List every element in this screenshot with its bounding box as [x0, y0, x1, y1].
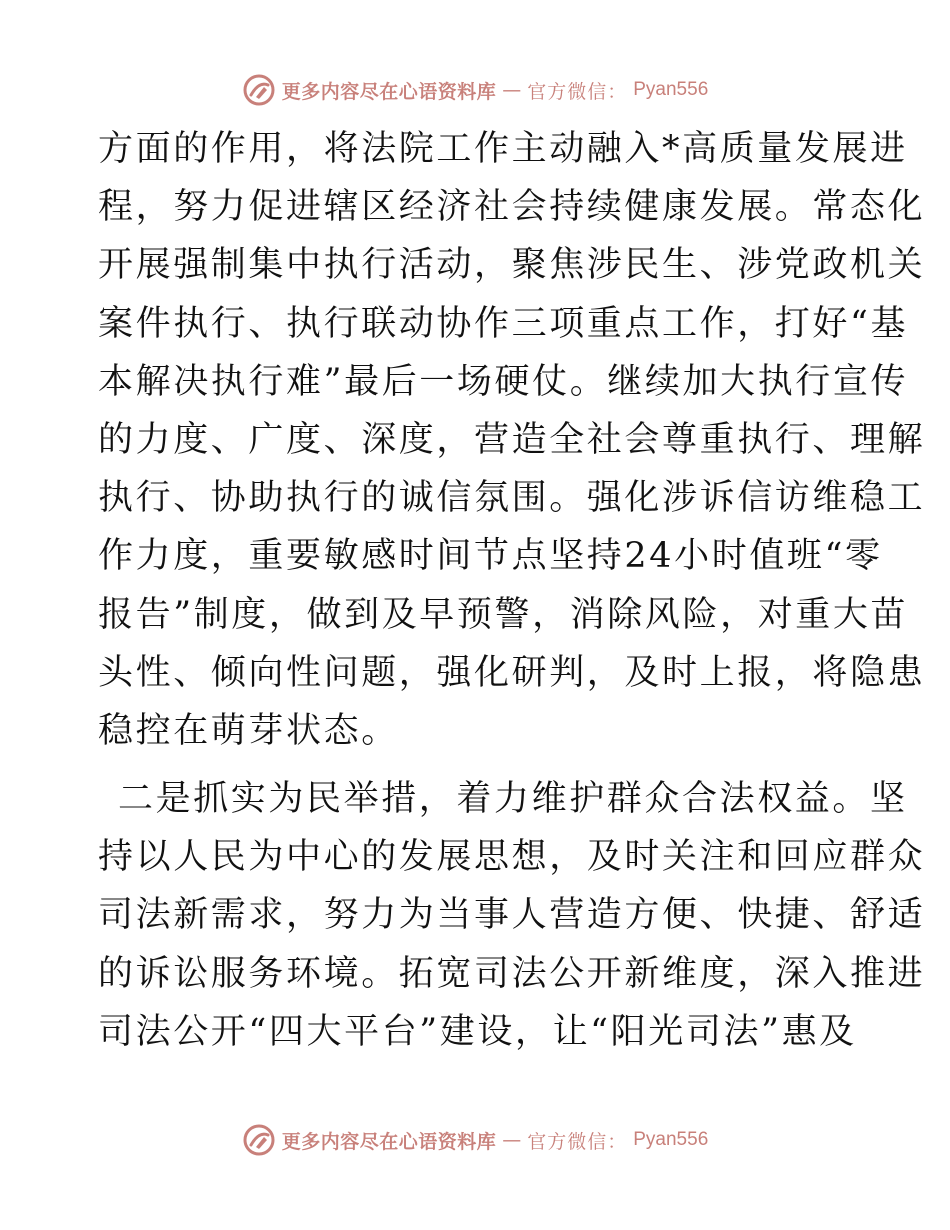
watermark-dash: —: [502, 79, 522, 101]
document-body: [98, 120, 926, 1061]
header-watermark: [0, 68, 950, 112]
text-line: 稳控在萌芽状态。: [98, 710, 399, 751]
text-line: 作力度，重要敏感时间节点坚持24小时值班“零: [98, 536, 883, 577]
brand-logo-icon: [242, 73, 276, 107]
text-line: 的诉讼服务环境。拓宽司法公开新维度，深入推进: [98, 953, 926, 994]
text-line: 本解决执行难”最后一场硬仗。继续加大执行宣传: [98, 361, 909, 402]
watermark-official-label: 官方微信：: [527, 80, 628, 103]
watermark-dash: —: [502, 1129, 522, 1151]
paragraph-2: [98, 770, 926, 1061]
watermark-brand-text: 更多内容尽在心语资料库: [281, 1130, 497, 1153]
text-line: 头性、倾向性问题，强化研判，及时上报，将隐患: [98, 652, 926, 693]
brand-logo-icon: [242, 1123, 276, 1157]
text-line: 案件执行、执行联动协作三项重点工作，打好“基: [98, 303, 909, 344]
text-line: 程，努力促进辖区经济社会持续健康发展。常态化: [98, 187, 926, 228]
text-line: 持以人民为中心的发展思想，及时关注和回应群众: [98, 837, 926, 878]
watermark-official-label: 官方微信：: [527, 1130, 628, 1153]
paragraph-1: [98, 120, 926, 760]
paragraph-gap: [98, 760, 858, 770]
text-line: 司法新需求，努力为当事人营造方便、快捷、舒适: [98, 895, 926, 936]
footer-watermark: [0, 1118, 950, 1162]
text-line: 执行、协助执行的诚信氛围。强化涉诉信访维稳工: [98, 478, 926, 519]
watermark-wechat-id: Pyan556: [633, 1129, 709, 1150]
text-line: 报告”制度，做到及早预警，消除风险，对重大苗: [98, 594, 909, 635]
text-line: 的力度、广度、深度，营造全社会尊重执行、理解: [98, 419, 926, 460]
watermark-wechat-id: Pyan556: [633, 79, 709, 100]
text-line: 方面的作用，将法院工作主动融入*高质量发展进: [98, 129, 908, 169]
text-line: 开展强制集中执行活动，聚焦涉民生、涉党政机关: [98, 245, 926, 286]
text-line: 二是抓实为民举措，着力维护群众合法权益。坚: [118, 779, 908, 820]
text-line: 司法公开“四大平台”建设，让“阳光司法”惠及: [98, 1011, 857, 1052]
watermark-brand-text: 更多内容尽在心语资料库: [281, 80, 497, 103]
